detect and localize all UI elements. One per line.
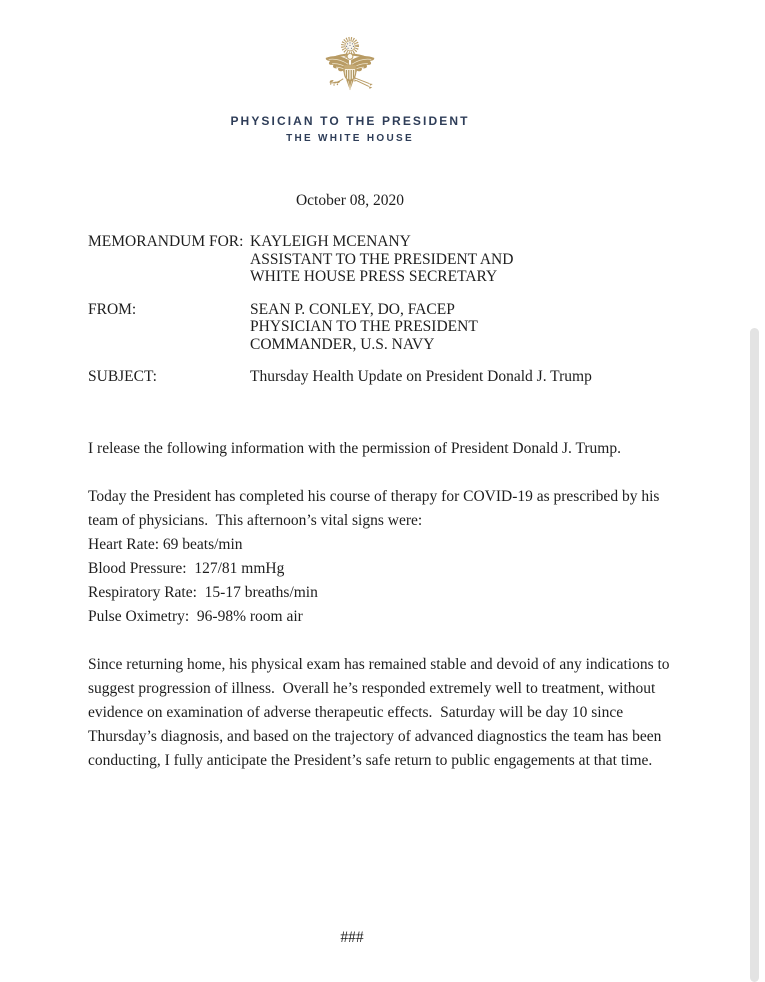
vital-pulse-oximetry: Pulse Oximetry: 96-98% room air: [88, 608, 303, 625]
paragraph-release-statement: I release the following information with the permission of President Donald J. Trump.: [88, 440, 621, 457]
memo-value-line: SEAN P. CONLEY, DO, FACEP: [250, 300, 455, 318]
memo-field-value: [250, 233, 688, 286]
memo-date: October 08, 2020: [295, 192, 405, 209]
memo-body: [88, 437, 690, 773]
memo-value-line: PHYSICIAN TO THE PRESIDENT: [250, 318, 478, 335]
memo-field-label: FROM:: [88, 300, 137, 318]
paragraph-prognosis: Since returning home, his physical exam has remained stable and devoid of any indications to suggest progression of illness. Overall he’s responded extremely well to treatment, without evidence on examination of adverse therapeutic effects. Saturday will be day 10 since Thursday’s diagnosis, and based on the trajectory of advanced diagnostics the team has been conducting, I fully anticipate the President’s safe return to public engagements at that time.: [88, 656, 674, 769]
memo-header-block: [88, 233, 688, 386]
memo-value-line: COMMANDER, U.S. NAVY: [250, 335, 435, 353]
memo-value-line: ASSISTANT TO THE PRESIDENT AND: [250, 250, 514, 268]
memo-value-line: KAYLEIGH MCENANY: [250, 233, 411, 250]
presidential-eagle-seal-icon: [321, 36, 379, 104]
vital-signs-list: [88, 533, 690, 629]
scrollbar-thumb[interactable]: [750, 328, 759, 982]
end-of-release-mark: ###: [340, 929, 364, 946]
memo-value-line: WHITE HOUSE PRESS SECRETARY: [250, 268, 498, 285]
vital-respiratory-rate: Respiratory Rate: 15-17 breaths/min: [88, 584, 318, 601]
memo-field-memorandum-for: [88, 233, 688, 286]
memo-value-line: Thursday Health Update on President Donald J. Trump: [250, 368, 592, 385]
memo-field-value: [250, 301, 688, 354]
letterhead-subtitle: THE WHITE HOUSE: [286, 133, 414, 144]
memo-field-subject: [88, 368, 688, 386]
memo-field-label: MEMORANDUM FOR:: [88, 233, 244, 250]
memo-field-label: SUBJECT:: [88, 368, 157, 385]
letterhead-title: PHYSICIAN TO THE PRESIDENT: [230, 114, 470, 128]
vital-heart-rate: Heart Rate: 69 beats/min: [88, 536, 243, 553]
vital-blood-pressure: Blood Pressure: 127/81 mmHg: [88, 560, 285, 577]
letterhead: [0, 36, 700, 145]
memo-field-from: [88, 301, 688, 354]
memo-field-value: [250, 368, 688, 386]
paragraph-therapy-update: Today the President has completed his course of therapy for COVID-19 as prescribed by his team of physicians. This afternoon’s vital signs were:: [88, 488, 664, 529]
